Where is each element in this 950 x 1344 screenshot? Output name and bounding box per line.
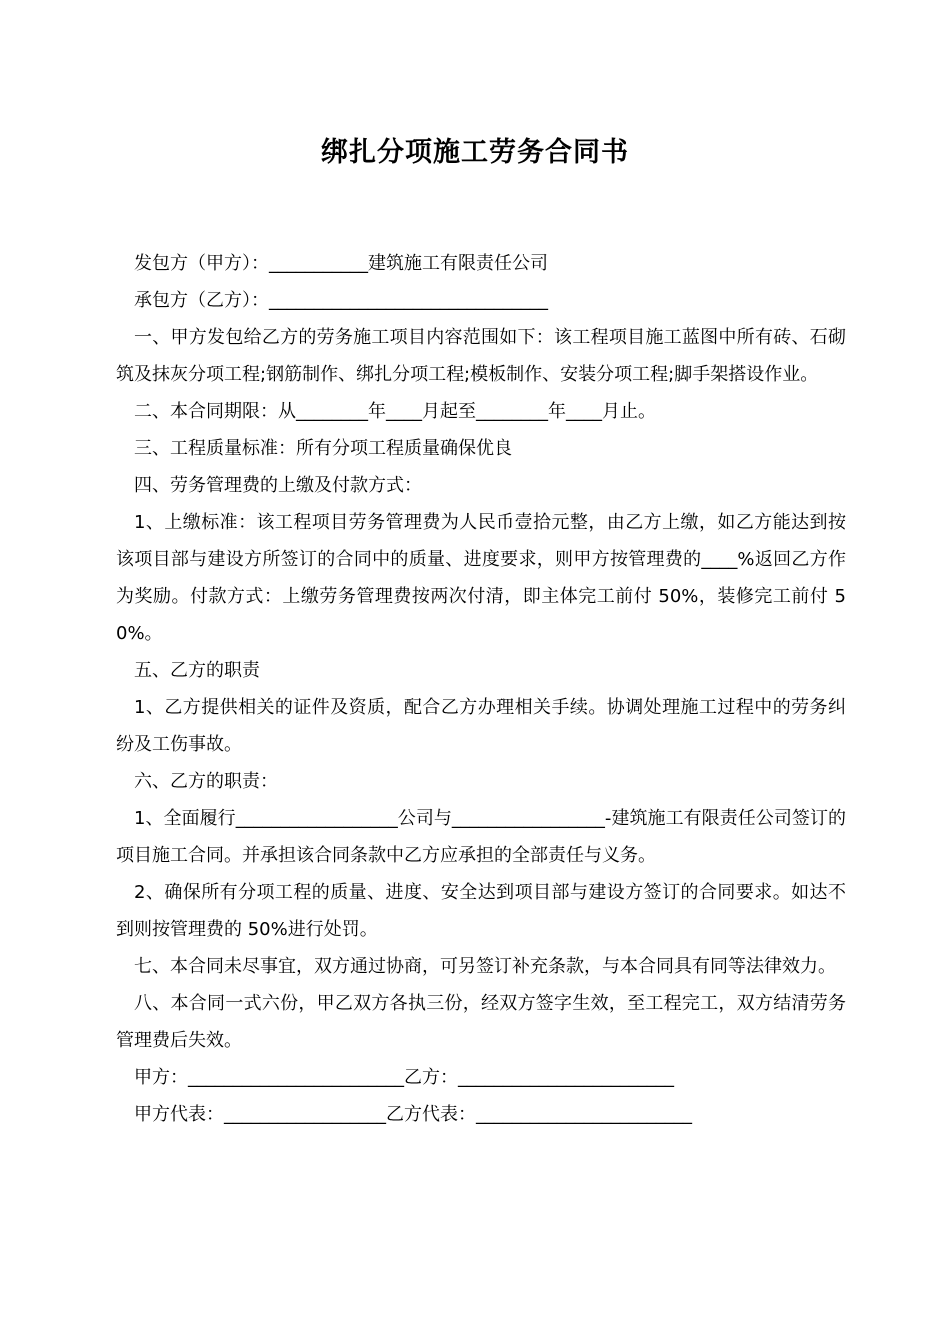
clause-5-heading: 五、乙方的职责 (134, 660, 260, 681)
clause-6-heading: 六、乙方的职责： (134, 771, 278, 792)
party-b-line: 承包方（乙方）：_______________________________ (134, 290, 548, 311)
clause-4-item-1: 1、上缴标准：该工程项目劳务管理费为人民币壹拾元整，由乙方上缴，如乙方能达到按该项目部与建设方所签订的合同中的质量、进度要求，则甲方按管理费的____%返回乙方作为奖励。付款方式：上缴劳务管理费按两次付清，即主体完工前付 50%，装修完工前付 50%。 (116, 512, 846, 644)
document-title: 绑扎分项施工劳务合同书 (321, 137, 629, 168)
clause-1-scope: 一、甲方发包给乙方的劳务施工项目内容范围如下：该工程项目施工蓝图中所有砖、石砌筑及抹灰分项工程;钢筋制作、绑扎分项工程;模板制作、安装分项工程;脚手架搭设作业。 (116, 327, 846, 385)
document-body (116, 245, 846, 1133)
clause-8: 八、本合同一式六份，甲乙双方各执三份，经双方签字生效，至工程完工，双方结清劳务管理费后失效。 (116, 993, 846, 1051)
clause-2-term: 二、本合同期限：从________年____月起至________年____月止。 (134, 401, 656, 422)
clause-3-quality: 三、工程质量标准：所有分项工程质量确保优良 (134, 438, 512, 459)
signature-representatives: 甲方代表：__________________乙方代表：________________________ (134, 1104, 692, 1125)
clause-5-item-1: 1、乙方提供相关的证件及资质，配合乙方办理相关手续。协调处理施工过程中的劳务纠纷及工伤事故。 (116, 697, 846, 755)
signature-parties: 甲方：________________________乙方：________________________ (134, 1067, 674, 1088)
clause-7: 七、本合同未尽事宜，双方通过协商，可另签订补充条款，与本合同具有同等法律效力。 (134, 956, 836, 977)
clause-4-heading: 四、劳务管理费的上缴及付款方式： (134, 475, 422, 496)
party-a-line: 发包方（甲方）：___________建筑施工有限责任公司 (134, 253, 548, 274)
clause-6-item-2: 2、确保所有分项工程的质量、进度、安全达到项目部与建设方签订的合同要求。如达不到则按管理费的 50%进行处罚。 (116, 882, 846, 940)
clause-6-item-1: 1、全面履行__________________公司与_________________-建筑施工有限责任公司签订的项目施工合同。并承担该合同条款中乙方应承担的全部责任与义务。 (116, 808, 846, 866)
